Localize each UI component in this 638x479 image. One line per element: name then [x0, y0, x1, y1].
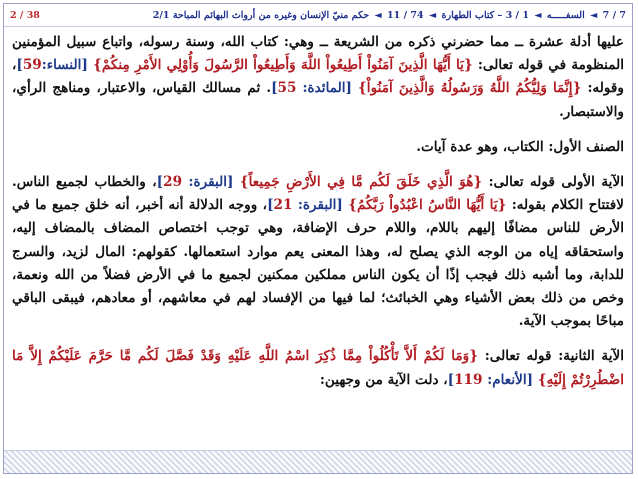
header-breadcrumb: 7 / 7 ◄ السفـــــه ◄ 1 / 3 – كتاب الطهارة ◄ 74 / 11 ◄ حكم منيّ الإنسان وغيره من أرواث البهائم المباحة 2/1: [152, 9, 626, 21]
text-run: الآية الأولى قوله تعالى:: [482, 174, 624, 191]
header-sep-2: ◄: [534, 9, 542, 21]
header-chapter: 74 / 11: [387, 9, 424, 21]
document-body: [4, 27, 632, 392]
text-run: ، وقوله:: [12, 57, 624, 97]
text-run: ، ووجه الدلالة أنه أخبر، أنه خلق جميع ما في الأرض للناس مضافًا إليهم باللام، واللام حرف الإضافة، وهي توجب اختصاص المضاف بالمضاف إليه، واستحقاقه إياه من الوجه الذي يصلح له، وهذا المعنى يعم موارد استعمالها. كقولهم: المال لزيد، والسرج للدابة، وما أشبه ذلك فيجب إذًا أن يكون الناس مملكين ممكنين لجميع ما في الأرض فضلاً من الله ونعمة، وخص من ذلك بعض الأشياء وهي الخبائث؛ لما فيها من الإفساد لهم في معاشهم، أو معادهم، فيبقى الباقي مباحًا بموجب الآية.: [12, 197, 624, 330]
spacer: [12, 124, 624, 136]
verse-ref: [المائدة: 55]: [271, 80, 359, 97]
text-run: . ثم مسالك القياس، والاعتبار، ومناهج الرأي، والاستبصار.: [12, 80, 624, 120]
header-index: 1 / 3: [505, 9, 529, 21]
header-pages: 7 / 7: [602, 9, 626, 21]
header-sep-1: ◄: [590, 9, 598, 21]
header-topic-code: 2/1: [152, 9, 170, 21]
page-frame: [3, 3, 633, 474]
header-sep-3: ◄: [428, 9, 437, 21]
spacer: [12, 159, 624, 171]
verse-ref: [الأنعام: 119]: [447, 371, 538, 388]
paragraph-verse-2: [12, 345, 624, 391]
header-bar: [4, 4, 632, 27]
header-page-number: 2 / 38: [10, 9, 40, 21]
text-run: الآية الثانية: قوله تعالى:: [477, 348, 625, 365]
quran-verse: {وَمَا لَكُمْ أَلاَّ تَأْكُلُواْ مِمَّا ذُكِرَ اسْمُ اللَّهِ عَلَيْهِ وَقَدْ فَصَّلَ لَكُم مَّا حَرَّمَ عَلَيْكُمْ إِلاَّ مَا اضْطُرِرْتُمْ إِلَيْهِ}: [12, 348, 624, 388]
quran-verse: {يَا أَيُّهَا الَّذِينَ آمَنُواْ أَطِيعُواْ اللَّهَ وَأَطِيعُواْ الرَّسُولَ وَأُوْلِي الأَمْرِ مِنكُمْ}: [93, 57, 473, 74]
header-section: السفـــــه: [546, 9, 585, 21]
verse-ref: [البقرة: 29]: [156, 174, 240, 191]
header-book: كتاب الطهارة: [441, 9, 495, 21]
spacer: [12, 333, 624, 345]
verse-ref: [النساء:59]: [16, 57, 94, 74]
quran-verse: {إِنَّمَا وَلِيُّكُمُ اللَّهُ وَرَسُولُهُ وَالَّذِينَ آمَنُواْ}: [358, 80, 582, 97]
footer-pattern: [4, 450, 632, 473]
quran-verse: {هُوَ الَّذِي خَلَقَ لَكُم مَّا فِي الأَرْضِ جَمِيعاً}: [239, 174, 483, 191]
verse-ref: [البقرة: 21]: [267, 197, 349, 214]
quran-verse: {يَا أَيُّهَا النَّاسُ اعْبُدُواْ رَبَّكُمُ}: [348, 197, 507, 214]
header-topic: حكم منيّ الإنسان وغيره من أرواث البهائم المباحة: [172, 9, 370, 21]
header-sep-4: ◄: [374, 9, 382, 21]
text-run: عليها أدلة عشرة ــ مما حضرني ذكره من الشريعة ــ وهي: كتاب الله، وسنة رسوله، واتباع سبيل المؤمنين المنظومة في قوله تعالى:: [12, 34, 624, 74]
text-run: ، والخطاب لجميع الناس. لافتتاح الكلام بقوله:: [12, 174, 624, 214]
paragraph-verse-1: [12, 171, 624, 333]
text-run: ، دلت الآية من وجهين:: [319, 371, 448, 388]
paragraph-intro: [12, 31, 624, 124]
section-heading: الصنف الأول: الكتاب، وهو عدة آيات.: [416, 138, 624, 155]
